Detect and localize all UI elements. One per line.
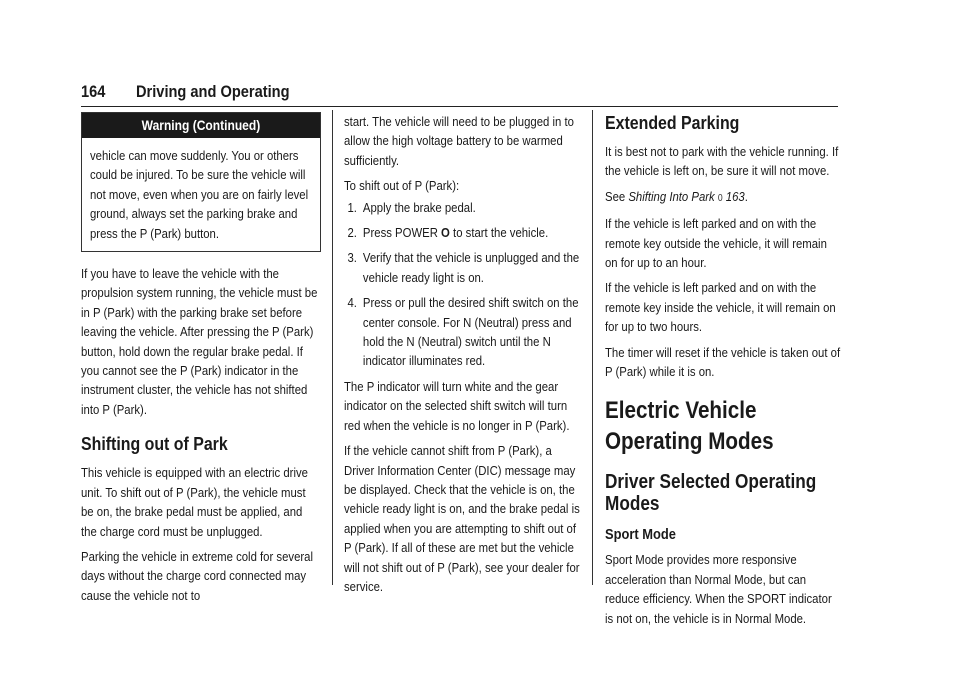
paragraph: If the vehicle is left parked and on with the remote key outside the vehicle, it will remain on for up to an hour. — [605, 216, 827, 271]
column-2 — [344, 112, 580, 602]
list-item: 2. Press POWER O to start the vehicle. — [347, 225, 549, 241]
steps-list — [344, 198, 581, 371]
paragraph: If the vehicle is left parked and on with the remote key inside the vehicle, it will remain on for up to two hours. — [605, 280, 836, 335]
section-title: Driving and Operating — [136, 82, 290, 101]
paragraph: It is best not to park with the vehicle running. If the vehicle is left on, be sure it will not move. — [605, 144, 839, 179]
section-heading: Shifting out of Park — [81, 433, 228, 455]
column-divider-1 — [332, 110, 333, 585]
page-header — [81, 80, 838, 107]
paragraph: To shift out of P (Park): — [344, 178, 460, 194]
subsection-heading: Driver Selected Operating Modes — [605, 471, 817, 516]
page-ref-icon: 0 — [717, 192, 723, 204]
warning-title: Warning (Continued) — [82, 113, 320, 138]
warning-text: vehicle can move suddenly. You or others could be injured. To be sure the vehicle will not move, even when you are on fairly level ground, always set the parking brake and press the P (Park) button. — [90, 148, 309, 241]
section-heading: Extended Parking — [605, 112, 740, 133]
paragraph: The timer will reset if the vehicle is taken out of P (Park) while it is on. — [605, 344, 841, 380]
paragraph: Parking the vehicle in extreme cold for several days without the charge cord connected may cause the vehicle not to — [81, 548, 313, 603]
column-3 — [605, 112, 840, 634]
paragraph: The P indicator will turn white and the gear indicator on the selected shift switch will turn red when the vehicle is no longer in P (Park). — [344, 378, 570, 433]
mode-heading: Sport Mode — [605, 526, 676, 544]
list-item: 1. Apply the brake pedal. — [347, 199, 476, 215]
list-item: 3. Verify that the vehicle is unplugged and the vehicle ready light is on. — [347, 250, 580, 285]
paragraph: Sport Mode provides more responsive acceleration than Normal Mode, but can reduce efficiency. When the SPORT indicator is not on, the vehicle is in Normal Mode. — [605, 552, 832, 626]
chapter-heading: Electric Vehicle Operating Modes — [605, 397, 774, 456]
list-item: 4. Press or pull the desired shift switch on the center console. For N (Neutral) press and hold the N (Neutral) switch until the N indicator illuminates red. — [347, 295, 579, 369]
page-number: 164 — [81, 82, 106, 101]
warning-box — [81, 112, 321, 252]
paragraph: If the vehicle cannot shift from P (Park), a Driver Information Center (DIC) message may be displayed. Check that the vehicle is on, the vehicle ready light is on, and the brake pedal is applied when you are attempting to shift out of P (Park). If all of these are met but the vehicle will not shift out of P (Park), see your dealer for service. — [344, 443, 580, 594]
cross-reference: See Shifting Into Park 0 163. — [605, 188, 748, 204]
column-divider-2 — [592, 110, 593, 585]
power-icon: O — [441, 225, 450, 241]
reference-link[interactable]: Shifting Into Park — [628, 188, 715, 204]
paragraph: This vehicle is equipped with an electric drive unit. To shift out of P (Park), the vehicle must be on, the brake pedal must be applied, and the charge cord must be unplugged. — [81, 465, 308, 539]
paragraph: If you have to leave the vehicle with the propulsion system running, the vehicle must be in P (Park) with the parking brake set before leaving the vehicle. After pressing the P (Park) button, hold down the regular brake pedal. If you cannot see the P (Park) indicator in the instrument cluster, the vehicle has not shifted into P (Park). — [81, 266, 318, 417]
column-1 — [81, 112, 321, 611]
paragraph: start. The vehicle will need to be plugged in to allow the high voltage battery to be warmed sufficiently. — [344, 114, 574, 168]
